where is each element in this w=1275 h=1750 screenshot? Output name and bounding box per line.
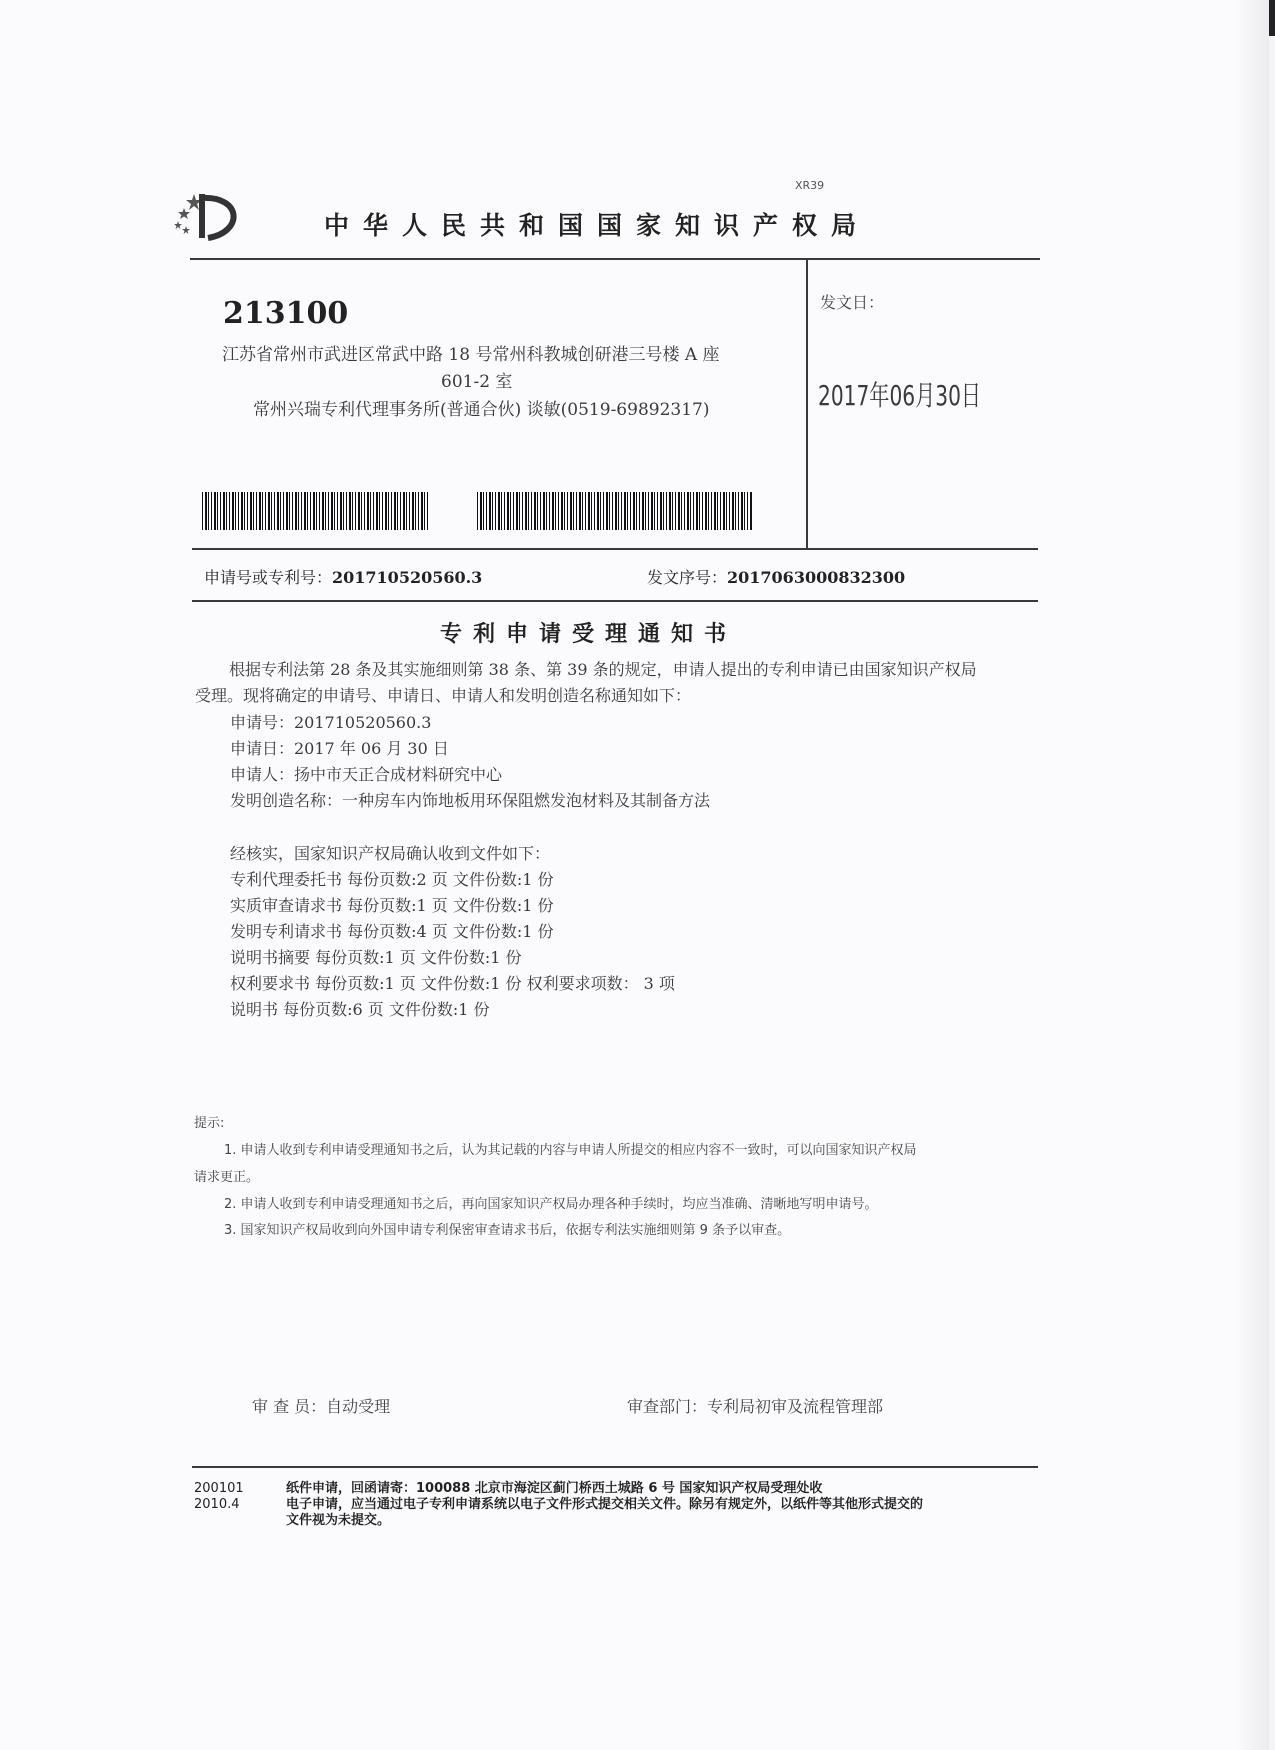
tip-3: 3. 国家知识产权局收到向外国申请专利保密审查请求书后，依据专利法实施细则第 9 条予以审查。 [224,1223,791,1238]
footer-text [286,1481,923,1529]
scan-edge-mark [1269,0,1275,36]
application-number-label: 申请号或专利号： [204,568,333,587]
notice-intro-line2: 受理。现将确定的申请号、申请日、申请人和发明创造名称通知如下： [195,686,692,705]
footer-codes [194,1481,244,1513]
divider-lower [192,600,1038,602]
file-item: 实质审查请求书 每份页数:1 页 文件份数:1 份 [230,896,554,915]
tip-1-line1: 1. 申请人收到专利申请受理通知书之后，认为其记载的内容与申请人所提交的相应内容不一致时，可以向国家知识产权局 [224,1143,917,1158]
divider-mid [192,548,1038,550]
tip-1-line2: 请求更正。 [194,1170,260,1185]
field-applicant: 申请人：扬中市天正合成材料研究中心 [230,765,503,784]
file-item: 权利要求书 每份页数:1 页 文件份数:1 份 权利要求项数： 3 项 [230,974,675,993]
file-item: 发明专利请求书 每份页数:4 页 文件份数:1 份 [230,922,554,941]
field-application-number: 申请号：201710520560.3 [230,713,432,732]
divider-vertical [806,260,808,548]
footer-line1: 纸件申请，回函请寄：100088 北京市海淀区蓟门桥西土城路 6 号 国家知识产权局受理处收 [286,1481,823,1496]
divider-footer [192,1466,1038,1468]
file-item: 说明书摘要 每份页数:1 页 文件份数:1 份 [230,948,522,967]
file-item: 专利代理委托书 每份页数:2 页 文件份数:1 份 [230,870,554,889]
field-invention-title: 发明创造名称：一种房车内饰地板用环保阻燃发泡材料及其制备方法 [230,791,711,810]
barcode-right [477,492,753,530]
footer-line2: 电子申请，应当通过电子专利申请系统以电子文件形式提交相关文件。除另有规定外，以纸件等其他形式提交的 [286,1497,924,1512]
office-name: 中华人民共和国国家知识产权局 [324,211,871,240]
received-intro: 经核实，国家知识产权局确认收到文件如下： [230,844,551,863]
examiner: 审 查 员：自动受理 [252,1397,391,1416]
field-filing-date: 申请日：2017 年 06 月 30 日 [230,739,449,758]
divider-top [190,258,1040,260]
notice-intro-line1: 根据专利法第 28 条及其实施细则第 38 条、第 39 条的规定，申请人提出的专利申请已由国家知识产权局 [229,660,977,679]
footer-code-1: 200101 [194,1481,244,1496]
agency-contact: 常州兴瑞专利代理事务所(普通合伙) 谈敏(0519-69892317) [253,400,710,420]
footer-code-2: 2010.4 [194,1497,240,1512]
application-fields [230,710,710,814]
issue-date-label: 发文日： [820,293,885,312]
application-number-value: 201710520560.3 [332,568,483,587]
address-line1: 江苏省常州市武进区常武中路 18 号常州科教城创研港三号楼 A 座 [222,345,720,365]
application-number [204,565,482,588]
file-item: 说明书 每份页数:6 页 文件份数:1 份 [230,1000,490,1019]
serial-number-value: 2017063000832300 [727,568,906,587]
scan-edge-shade [1236,0,1269,1750]
address-line2: 601-2 室 [441,372,513,392]
tips-title: 提示: [194,1116,225,1131]
barcode-left [202,492,428,530]
serial-number [647,565,905,588]
office-logo-icon [172,188,252,244]
received-files [230,841,675,1023]
examining-department: 审查部门：专利局初审及流程管理部 [627,1397,884,1416]
postcode: 213100 [223,296,349,331]
form-code: XR39 [795,179,825,192]
footer-line3: 文件视为未提交。 [286,1513,391,1528]
tip-2: 2. 申请人收到专利申请受理通知书之后，再向国家知识产权局办理各种手续时，均应当准确、清晰地写明申请号。 [224,1197,878,1212]
notice-title: 专利申请受理通知书 [440,622,738,647]
issue-date-stamp: 2017年06月30日 [818,379,982,412]
serial-number-label: 发文序号： [647,568,728,587]
